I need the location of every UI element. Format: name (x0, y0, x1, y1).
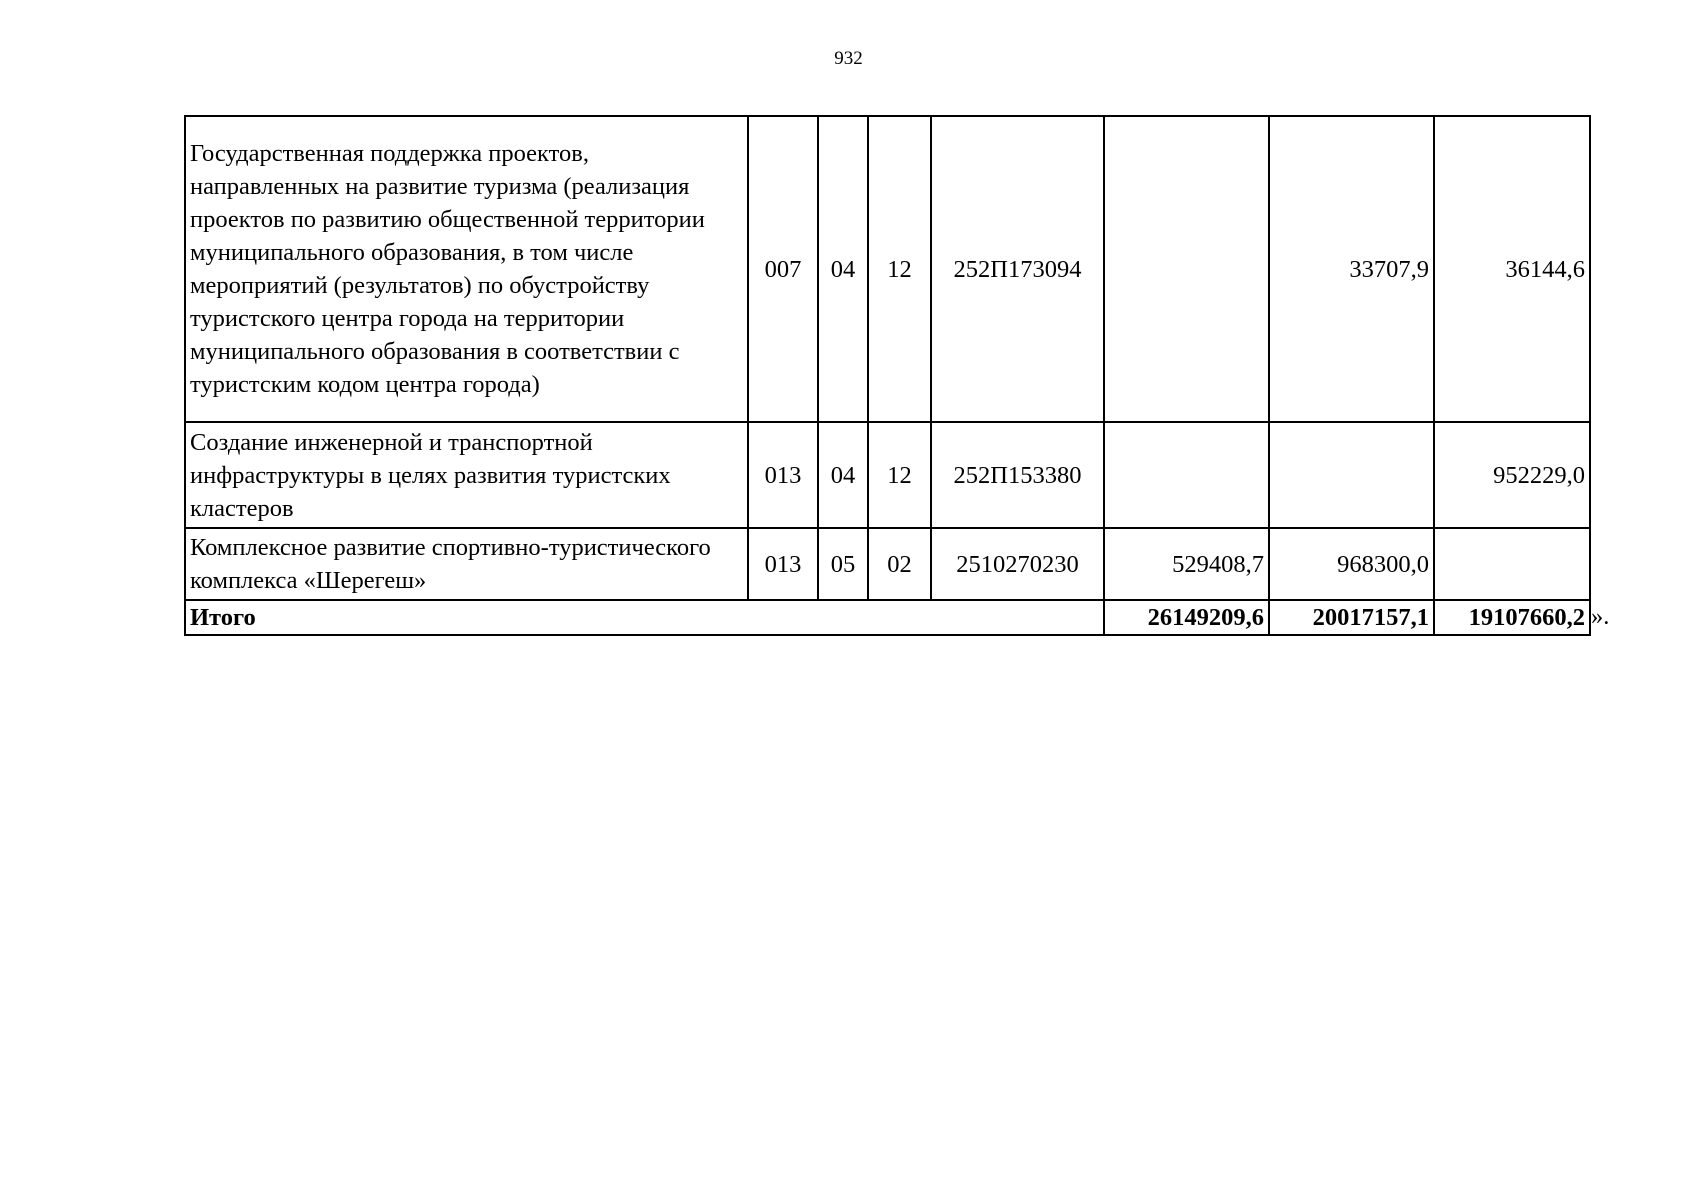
amount-cell: 36144,6 (1434, 116, 1590, 422)
subsection-code-cell: 12 (868, 422, 931, 528)
section-code-cell: 05 (818, 528, 868, 600)
table-row (185, 528, 1590, 600)
amount-cell (1269, 422, 1434, 528)
section-code-cell: 04 (818, 116, 868, 422)
amount-cell: 952229,0 (1434, 422, 1590, 528)
amount-cell: 529408,7 (1104, 528, 1269, 600)
total-amount-cell: 26149209,6 (1104, 600, 1269, 635)
amount-cell: 33707,9 (1269, 116, 1434, 422)
table-row (185, 422, 1590, 528)
amount-cell (1104, 422, 1269, 528)
page-number: 932 (834, 48, 863, 69)
amount-cell (1434, 528, 1590, 600)
grbs-code-cell: 013 (748, 528, 818, 600)
table-row (185, 116, 1590, 422)
budget-table (184, 115, 1591, 636)
target-article-cell: 252П153380 (931, 422, 1104, 528)
grbs-code-cell: 013 (748, 422, 818, 528)
row-name-cell: Государственная поддержка проектов, направленных на развитие туризма (реализация проектов по развитию общественной территории муниципального образования, в том числе мероприятий (результатов) по обустройству туристского центра города на территории муниципального образования в соответствии с туристским кодом центра города) (185, 116, 748, 422)
grbs-code-cell: 007 (748, 116, 818, 422)
subsection-code-cell: 02 (868, 528, 931, 600)
row-name-cell: Создание инженерной и транспортной инфраструктуры в целях развития туристских кластеров (185, 422, 748, 528)
target-article-cell: 252П173094 (931, 116, 1104, 422)
subsection-code-cell: 12 (868, 116, 931, 422)
section-code-cell: 04 (818, 422, 868, 528)
amount-cell: 968300,0 (1269, 528, 1434, 600)
row-name-cell: Комплексное развитие спортивно-туристического комплекса «Шерегеш» (185, 528, 748, 600)
closing-quote: ». (1591, 603, 1610, 630)
total-label: Итого (185, 600, 1104, 635)
amount-cell (1104, 116, 1269, 422)
total-amount-cell: 20017157,1 (1269, 600, 1434, 635)
target-article-cell: 2510270230 (931, 528, 1104, 600)
total-amount-cell: 19107660,2 (1434, 600, 1590, 635)
total-row (185, 600, 1590, 635)
